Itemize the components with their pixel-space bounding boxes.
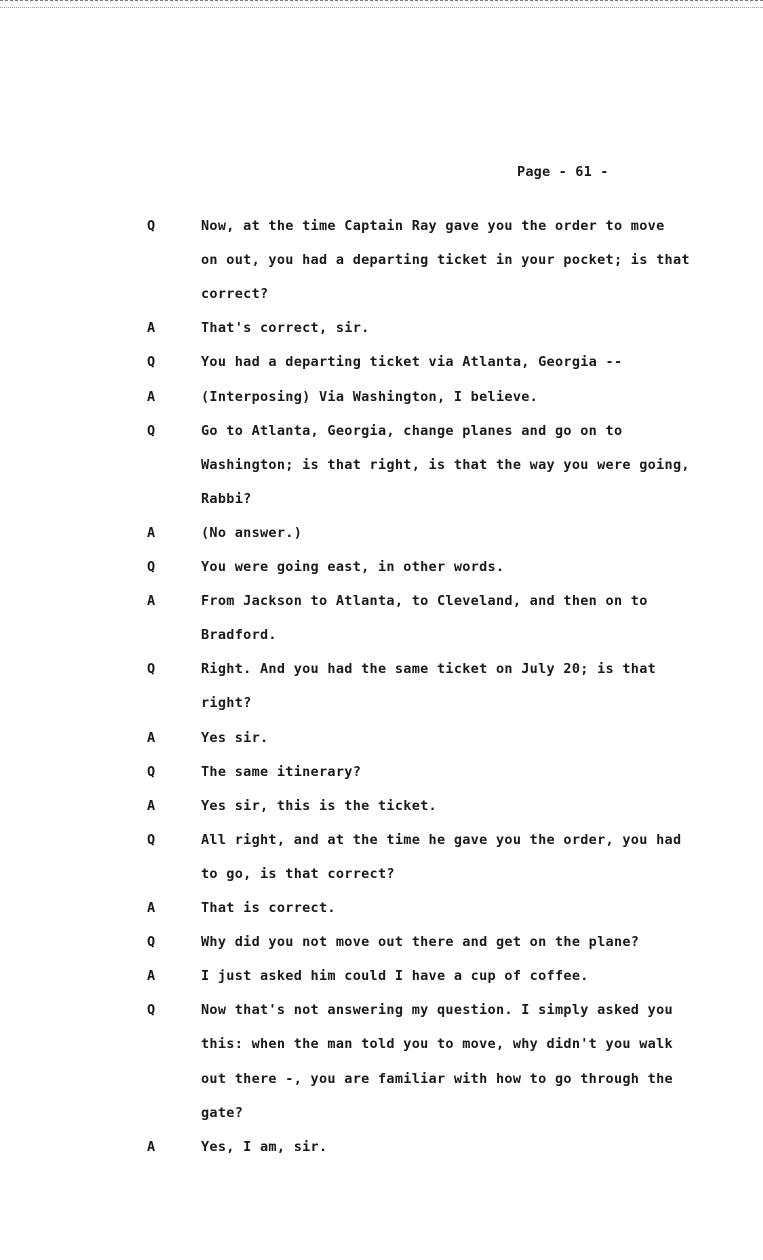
transcript-line (0, 1139, 763, 1159)
line-text: Now, at the time Captain Ray gave you the order to move (201, 218, 665, 234)
line-text: on out, you had a departing ticket in your pocket; is that (201, 252, 690, 269)
transcript-line (0, 1036, 763, 1056)
speaker-label: A (147, 968, 156, 985)
transcript-line (0, 798, 763, 818)
line-text: Bradford. (201, 627, 277, 644)
speaker-label: A (147, 388, 156, 405)
line-text: correct? (201, 286, 269, 303)
line-text: I just asked him could I have a cup of coffee. (201, 968, 589, 985)
transcript-line (0, 525, 763, 545)
speaker-label: A (147, 797, 156, 814)
speaker-label: A (147, 1138, 156, 1155)
speaker-label: Q (147, 934, 156, 951)
speaker-label: Q (147, 763, 156, 780)
line-text: (No answer.) (201, 524, 303, 541)
line-text: That's correct, sir. (201, 320, 370, 337)
line-text: You had a departing ticket via Atlanta, Georgia -- (201, 354, 623, 371)
speaker-label: Q (147, 422, 156, 439)
line-text: That is correct. (201, 900, 336, 916)
speaker-label: Q (147, 354, 156, 371)
line-text: Yes sir. (201, 729, 269, 746)
speaker-label: A (147, 729, 156, 746)
line-text: Yes, I am, sir. (201, 1138, 328, 1155)
speaker-label: Q (147, 1002, 156, 1019)
line-text: Yes sir, this is the ticket. (201, 797, 437, 814)
line-text: Right. And you had the same ticket on July 20; is that (201, 661, 657, 678)
line-text: out there -, you are familiar with how to go through the (201, 1070, 673, 1087)
page-number: Page - 61 - (517, 164, 609, 180)
speaker-label: Q (147, 831, 156, 848)
transcript-line (0, 968, 763, 988)
line-text: (Interposing) Via Washington, I believe. (201, 388, 539, 405)
transcript-line (0, 252, 763, 272)
transcript-line (0, 1002, 763, 1022)
transcript-line (0, 286, 763, 306)
transcript-line (0, 832, 763, 852)
transcript-line (0, 423, 763, 443)
transcript-line (0, 389, 763, 409)
speaker-label: Q (147, 218, 156, 234)
transcript-line (0, 559, 763, 579)
transcript-line (0, 661, 763, 681)
line-text: right? (201, 695, 252, 712)
speaker-label: A (147, 524, 156, 541)
transcript-line (0, 491, 763, 511)
transcript-line (0, 218, 763, 238)
line-text: Washington; is that right, is that the way you were going, (201, 456, 690, 473)
transcript-line (0, 934, 763, 954)
transcript-line (0, 457, 763, 477)
speaker-label: Q (147, 559, 156, 575)
transcript-line (0, 627, 763, 647)
scan-top-border (0, 0, 763, 8)
line-text: The same itinerary? (201, 763, 362, 780)
transcript-line (0, 593, 763, 613)
line-text: this: when the man told you to move, why didn't you walk (201, 1036, 673, 1053)
transcript-line (0, 764, 763, 784)
line-text: to go, is that correct? (201, 865, 395, 882)
line-text: gate? (201, 1104, 244, 1121)
line-text: Why did you not move out there and get on the plane? (201, 934, 640, 951)
transcript-line (0, 730, 763, 750)
transcript-line (0, 695, 763, 715)
transcript-line (0, 1071, 763, 1091)
speaker-label: A (147, 320, 156, 337)
transcript-line (0, 354, 763, 374)
speaker-label: Q (147, 661, 156, 678)
line-text: Now that's not answering my question. I simply asked you (201, 1002, 673, 1019)
line-text: Go to Atlanta, Georgia, change planes and go on to (201, 422, 623, 439)
line-text: From Jackson to Atlanta, to Cleveland, and then on to (201, 593, 648, 610)
transcript-line (0, 1105, 763, 1125)
speaker-label: A (147, 593, 156, 610)
line-text: Rabbi? (201, 490, 252, 507)
line-text: You were going east, in other words. (201, 559, 505, 575)
transcript-line (0, 866, 763, 886)
line-text: All right, and at the time he gave you the order, you had (201, 831, 682, 848)
speaker-label: A (147, 900, 156, 916)
transcript-line (0, 320, 763, 340)
transcript-line (0, 900, 763, 920)
